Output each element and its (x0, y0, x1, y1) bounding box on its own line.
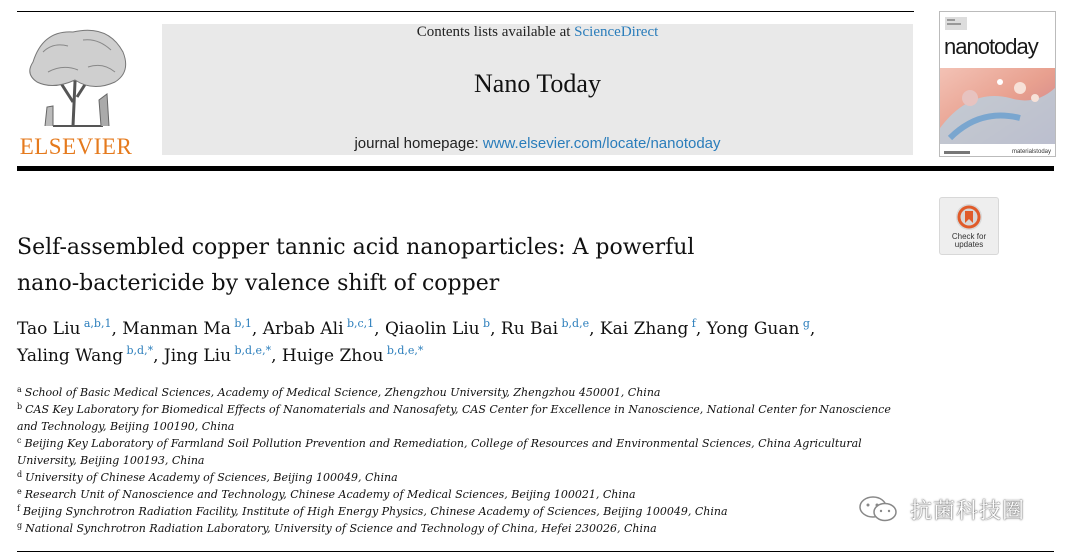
article-title (17, 230, 897, 302)
affiliation-text: School of Basic Medical Sciences, Academy of Medical Science, Zhengzhou University, Zhengzhou 450001, China (24, 386, 661, 399)
homepage-prefix: journal homepage: (354, 135, 483, 152)
cover-footer-brand: materialstoday (1011, 149, 1051, 155)
cover-wordmark: nanotoday (944, 34, 1038, 59)
journal-header (162, 24, 913, 155)
author[interactable] (385, 319, 496, 339)
author-affiliation-sup[interactable]: b,d,e (561, 317, 590, 330)
author[interactable] (501, 319, 595, 339)
author-affiliation-sup[interactable]: a,b,1 (83, 317, 112, 330)
author-separator: , (695, 319, 702, 339)
contents-prefix: Contents lists available at (416, 24, 575, 40)
affiliation-key: b (17, 402, 23, 411)
affiliation-text: National Synchrotron Radiation Laboratory, University of Science and Technology of China, Hefei 230026, China (25, 522, 657, 535)
author-name: Yong Guan (706, 319, 800, 339)
author-separator: , (374, 319, 380, 339)
author-separator: , (153, 346, 159, 366)
affiliation-item (17, 435, 897, 469)
affiliation-text: CAS Key Laboratory for Biomedical Effects of Nanomaterials and Nanosafety, CAS Center for Excellence in Nanoscience, National Center for Nanoscience and Technology, Beijing 100190, China (17, 403, 891, 433)
author-affiliation-sup[interactable]: b (483, 317, 491, 330)
author-separator: , (589, 319, 595, 339)
check-for-updates-button[interactable] (939, 197, 999, 255)
author-list (17, 316, 917, 370)
author-separator: , (251, 319, 258, 339)
author-name: Tao Liu (17, 319, 81, 339)
author-separator: , (809, 319, 816, 339)
affiliation-text: Beijing Key Laboratory of Farmland Soil Pollution Prevention and Remediation, College of Resources and Environmental Sciences, China Agricultural University, Beijing 100193, China (17, 437, 862, 467)
watermark (858, 494, 1048, 524)
cover-art-image (940, 68, 1055, 144)
check-updates-line2: updates (954, 240, 984, 249)
sciencedirect-link[interactable]: ScienceDirect (574, 24, 659, 40)
affiliation-key: g (17, 521, 23, 530)
author-line-2 (17, 343, 917, 370)
author-name: Huige Zhou (281, 346, 384, 366)
author-name: Arbab Ali (262, 319, 344, 339)
affiliation-item (17, 486, 897, 503)
author[interactable] (707, 319, 816, 339)
affiliation-key: d (17, 470, 23, 479)
affiliation-list (17, 384, 897, 537)
affiliation-item (17, 401, 897, 435)
homepage-line (162, 135, 913, 152)
author-name: Manman Ma (122, 319, 231, 339)
article-title-line1: Self-assembled copper tannic acid nanoparticles: A powerful (17, 235, 695, 260)
author[interactable] (17, 346, 159, 366)
author-affiliation-sup[interactable]: b,c,1 (346, 317, 375, 330)
elsevier-logo[interactable] (17, 18, 135, 158)
author-name: Yaling Wang (17, 346, 124, 366)
author-affiliation-sup[interactable]: g (802, 317, 810, 330)
author-name: Qiaolin Liu (384, 319, 480, 339)
affiliation-item (17, 469, 897, 486)
affiliation-item (17, 503, 897, 520)
affiliation-key: a (17, 385, 22, 394)
affiliation-text: Beijing Synchrotron Radiation Facility, Institute of High Energy Physics, Chinese Academy of Sciences, Beijing 100049, China (22, 505, 728, 518)
affiliation-item (17, 384, 897, 401)
author-affiliation-sup[interactable]: b,d,e,* (234, 344, 272, 357)
affiliation-text: University of Chinese Academy of Sciences, Beijing 100049, China (25, 471, 398, 484)
homepage-link[interactable]: www.elsevier.com/locate/nanotoday (482, 135, 721, 152)
author-affiliation-sup[interactable]: f (691, 317, 696, 330)
author[interactable] (164, 346, 277, 366)
cover-badge-icon (945, 17, 967, 30)
top-rule (17, 11, 914, 12)
affiliation-key: e (17, 487, 22, 496)
affiliation-key: f (17, 504, 20, 513)
author[interactable] (263, 319, 380, 339)
author[interactable] (600, 319, 701, 339)
journal-cover[interactable] (939, 11, 1056, 157)
author-separator: , (271, 346, 277, 366)
wechat-icon (858, 495, 898, 523)
author[interactable] (122, 319, 257, 339)
cover-footer-bar (944, 151, 970, 154)
author[interactable] (17, 319, 117, 339)
journal-title[interactable]: Nano Today (474, 69, 601, 98)
cover-footer (940, 146, 1055, 156)
affiliation-item (17, 520, 897, 537)
author-name: Kai Zhang (599, 319, 689, 339)
author-affiliation-sup[interactable]: b,d,* (126, 344, 154, 357)
check-updates-line1: Check for (951, 232, 987, 241)
bookmark-update-icon (955, 203, 983, 231)
author-name: Ru Bai (500, 319, 559, 339)
article-title-line2: nano-bactericide by valence shift of copper (17, 271, 500, 296)
author-name: Jing Liu (163, 346, 232, 366)
contents-line (162, 24, 913, 41)
publisher-name: ELSEVIER (19, 134, 133, 159)
check-updates-label (940, 233, 998, 249)
elsevier-tree-icon (23, 22, 131, 128)
author-separator: , (111, 319, 117, 339)
affiliation-text: Research Unit of Nanoscience and Technology, Chinese Academy of Medical Sciences, Beijing 100021, China (24, 488, 636, 501)
affiliation-key: c (17, 436, 22, 445)
author-affiliation-sup[interactable]: b,1 (234, 317, 252, 330)
author-line-1 (17, 316, 917, 343)
author[interactable] (282, 346, 424, 366)
header-divider (17, 166, 1054, 171)
bottom-rule (17, 551, 1054, 552)
watermark-text: 抗菌科技圈 (910, 499, 1026, 524)
author-affiliation-sup[interactable]: b,d,e,* (386, 344, 424, 357)
author-separator: , (490, 319, 496, 339)
